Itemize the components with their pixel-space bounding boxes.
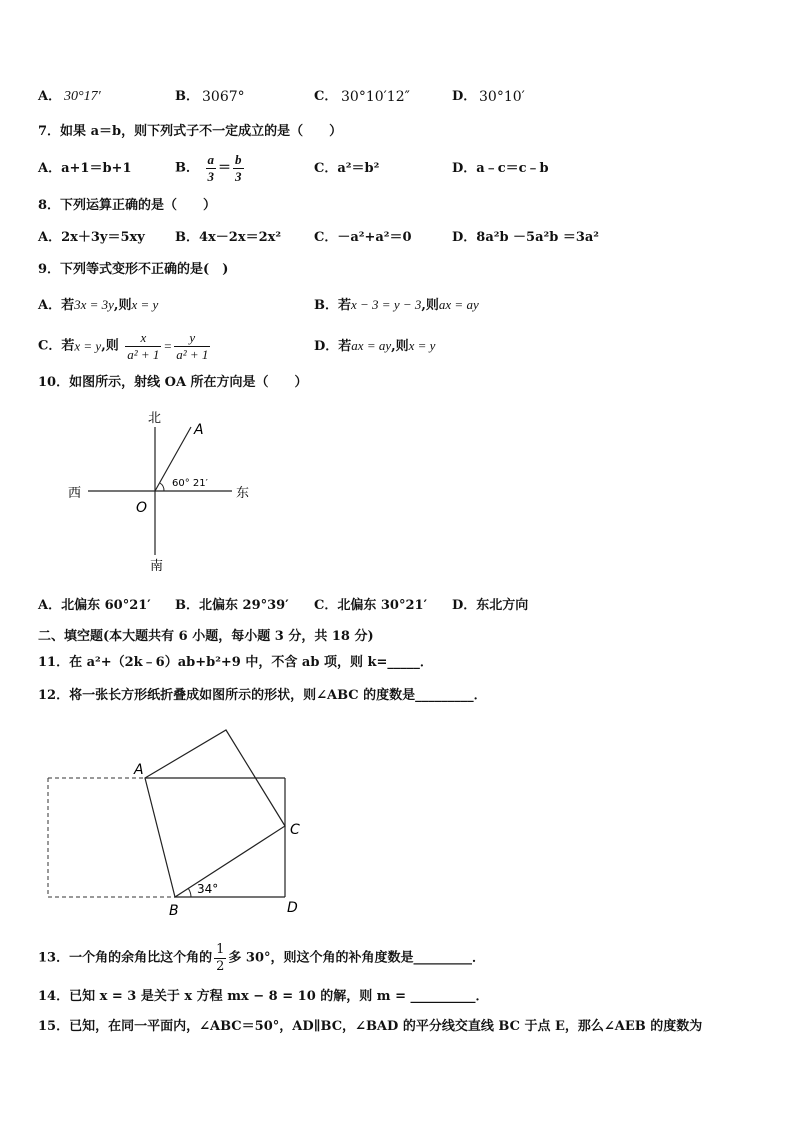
q10-option-c: C．北偏东 30°21′ bbox=[314, 598, 427, 613]
q6-option-a-value: 30°17′ bbox=[64, 89, 101, 104]
section-2-heading: 二、填空题(本大题共有 6 小题，每小题 3 分，共 18 分) bbox=[38, 629, 374, 644]
point-b-label: B bbox=[169, 903, 179, 919]
q6-option-b: B． bbox=[175, 89, 199, 104]
q7-option-b: B． $\frac{a}{3}$ ＝ $\frac{b}{3}$ bbox=[175, 152, 242, 184]
point-a-label: A bbox=[194, 422, 204, 438]
north-label: 北 bbox=[148, 411, 162, 426]
point-c-label: C bbox=[290, 822, 300, 838]
point-a-label: A bbox=[134, 762, 144, 778]
q7-fraction-b-over-3: $\frac{b}{3}$ bbox=[235, 152, 242, 184]
q7-stem: 7．如果 a＝b，则下列式子不一定成立的是（ ） bbox=[38, 124, 343, 139]
q6-option-b-value: 3067° bbox=[202, 89, 245, 105]
q11-text: 11．在 a²+（2k﹣6）ab+b²+9 中，不含 ab 项，则 k=_____． bbox=[38, 655, 433, 670]
q9-fraction-y: $\frac{y}{\text{a² + 1}}$ bbox=[176, 330, 209, 362]
q10-option-a: A．北偏东 60°21′ bbox=[38, 598, 151, 613]
q9-stem: 9．下列等式变形不正确的是( ) bbox=[38, 262, 229, 277]
angle-label: 34° bbox=[197, 882, 219, 896]
q8-option-d: D．8a²b －5a²b ＝3a² bbox=[452, 230, 600, 245]
q10-compass-figure bbox=[60, 405, 260, 580]
q6-option-d: D． bbox=[452, 89, 477, 104]
q13-fraction-half: $\frac{1}{2}$ bbox=[216, 942, 225, 974]
origin-o-label: O bbox=[136, 500, 148, 516]
q12-folded-paper-figure bbox=[40, 722, 310, 922]
q7-option-a: A．a+1＝b+1 bbox=[38, 161, 132, 176]
q6-option-d-value: 30°10′ bbox=[479, 89, 525, 105]
q9-option-d: D．若ax = ay,则x = y bbox=[314, 338, 436, 354]
q9-fraction-x: $\frac{x}{\text{a² + 1}}$ bbox=[127, 330, 160, 362]
q8-option-c: C．－a²+a²＝0 bbox=[314, 230, 412, 245]
q10-option-b: B．北偏东 29°39′ bbox=[175, 598, 289, 613]
q10-stem: 10．如图所示，射线 OA 所在方向是（ ） bbox=[38, 375, 308, 390]
east-label: 东 bbox=[236, 486, 250, 501]
q8-option-b: B．4x－2x＝2x² bbox=[175, 230, 282, 245]
west-label: 西 bbox=[68, 486, 82, 501]
q7-option-d: D．a﹣c＝c﹣b bbox=[452, 161, 549, 176]
q6-option-a: A． bbox=[38, 89, 62, 104]
point-d-label: D bbox=[287, 900, 298, 916]
q9-option-a: A．若3x = 3y,则x = y bbox=[38, 297, 159, 313]
q6-option-c-value: 30°10′12″ bbox=[341, 89, 410, 105]
q9-option-c: C．若x = y,则 $\frac{x}{\text{a² + 1}}$ = $\frac{y}{\text{a² + 1}}$ bbox=[38, 330, 209, 362]
q7-option-c: C．a²＝b² bbox=[314, 161, 380, 176]
q7-fraction-a-over-3: $\frac{a}{3}$ bbox=[207, 152, 215, 184]
q6-option-c: C． bbox=[314, 89, 338, 104]
q15-text: 15．已知，在同一平面内，∠ABC＝50°，AD∥BC，∠BAD 的平分线交直线 BC 于点 E，那么∠AEB 的度数为 bbox=[38, 1019, 703, 1034]
q8-option-a: A．2x＋3y＝5xy bbox=[38, 230, 145, 245]
q10-option-d: D．东北方向 bbox=[452, 598, 529, 613]
q13-text: 13．一个角的余角比这个角的 $\frac{1}{2}$ 多 30°，则这个角的补角度数是_________． bbox=[38, 942, 485, 974]
q8-stem: 8．下列运算正确的是（ ） bbox=[38, 198, 217, 213]
q12-text: 12．将一张长方形纸折叠成如图所示的形状，则∠ABC 的度数是_________． bbox=[38, 688, 487, 703]
angle-label: 60° 21′ bbox=[172, 478, 208, 489]
q14-text: 14．已知 x = 3 是关于 x 方程 mx − 8 = 10 的解，则 m = __________． bbox=[38, 989, 489, 1004]
q9-option-b: B．若x − 3 = y − 3,则ax = ay bbox=[314, 297, 479, 313]
south-label: 南 bbox=[150, 559, 164, 574]
